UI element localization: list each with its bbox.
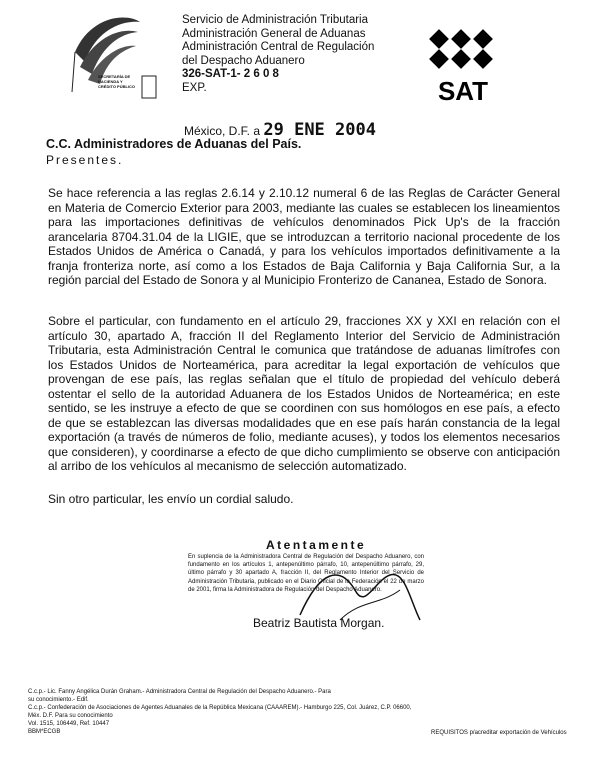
copy-line: Méx. D.F. Para su conocimiento [28,713,113,719]
file-label: EXP. [182,81,207,94]
date-stamp: 29 ENE 2004 [263,120,376,140]
closing-atentamente: Atentamente [266,538,367,552]
body-paragraph: Se hace referencia a las reglas 2.6.14 y 2.10.12 numeral 6 de las Reglas de Carácter General en Materia de Comercio Exterior para 2003, mediante las cuales se establecen los lineamientos para las importaciones definitivas de vehículos denominados Pick Up's de la fracción arancelaria 8704.31.04 de la LIGIE, que se introduzcan a territorio nacional procedente de los Estados Unidos de América o Canadá, y para los vehículos importados definitivamente a la franja fronteriza norte, así como a los Estados de Baja California y Baja California Sur, a la región parcial del Estado de Sonora y al Municipio Fronterizo de Cananea, Estado de Sonora. [48,186,560,287]
addressee: C.C. Administradores de Aduanas del País. [46,137,302,151]
copy-line: su conocimiento.- Edif. [28,697,89,703]
absence-note: En suplencia de la Administradora Central de Regulación del Despacho Aduanero, con fundamento en los artículos 1, antepenúltimo párrafo, 10, antepenúltimo párrafo, 29, último párrafo y 30 apartado A, fracción II, del Reglamento Interior del Servicio de Administración Tributaria, publicado en el Diario Oficial de la Federación el 22 de marzo de 2001, firma la Administradora de Regulación del Despacho Aduanero. [188,554,424,593]
sender-header [182,14,374,95]
header-line: Administración Central de Regulación [182,41,375,53]
sat-logo-text: SAT [437,76,489,106]
header-line: Servicio de Administración Tributaria [182,14,368,26]
copy-line: BBM*ECGB [28,729,61,735]
shcp-text: SECRETARÍA DE HACIENDA Y CRÉDITO PÚBLICO [98,74,136,89]
reference-number: 326-SAT-1- 2 6 0 8 [182,68,279,80]
sat-logo [418,28,508,106]
date-prefix: México, D.F. a [184,124,261,138]
copy-line: C.c.p.- Lic. Fanny Angélica Durán Graham.- Administradora Central de Regulación del Despacho Aduanero.- Para [28,689,331,695]
header-line: Administración General de Aduanas [182,27,366,40]
body-paragraph: Sobre el particular, con fundamento en el artículo 29, fracciones XX y XXI en relación con el artículo 30, apartado A, fracción II del Reglamento Interior del Servicio de Administración Tributaria, esta Administración Central le comunica que tratándose de aduanas limítrofes con los Estados Unidos de Norteamérica, para acreditar la legal exportación de vehículos que provengan de ese país, las reglas señalan que el título de propiedad del vehículo deberá ostentar el sello de la autoridad Aduanera de los Estados Unidos de Norteamérica; en este sentido, se les instruye a efecto de que se coordinen con sus homólogos en ese país, a efecto de que se establezcan las diversas modalidades que en ese país harán constancia de la legal exportación (a través de números de folio, mediante acuses), y todos los elementos necesarios que consideren), y coordinarse a efecto de que dicho cumplimiento se observe con anticipación al arribo de los vehículos al mecanismo de selección automatizado. [48,314,560,473]
footer-reference: REQUISITOS p/acreditar exportación de Vehículos [431,730,567,736]
copy-line: Vol. 1515, 106449, Ref. 10447 [28,721,110,727]
salutation: Presentes. [46,153,124,167]
closing-sentence: Sin otro particular, les envío un cordial saludo. [48,492,294,506]
header-line: del Despacho Aduanero [182,54,305,67]
copy-list [28,688,560,736]
signer-name: Beatriz Bautista Morgan. [253,616,385,630]
copy-line: C.c.p.- Confederación de Asociaciones de Agentes Aduanales de la República Mexicana (CAAAREM).- Hamburgo 225, Col. Juárez, C.P. 06600, [28,705,412,711]
